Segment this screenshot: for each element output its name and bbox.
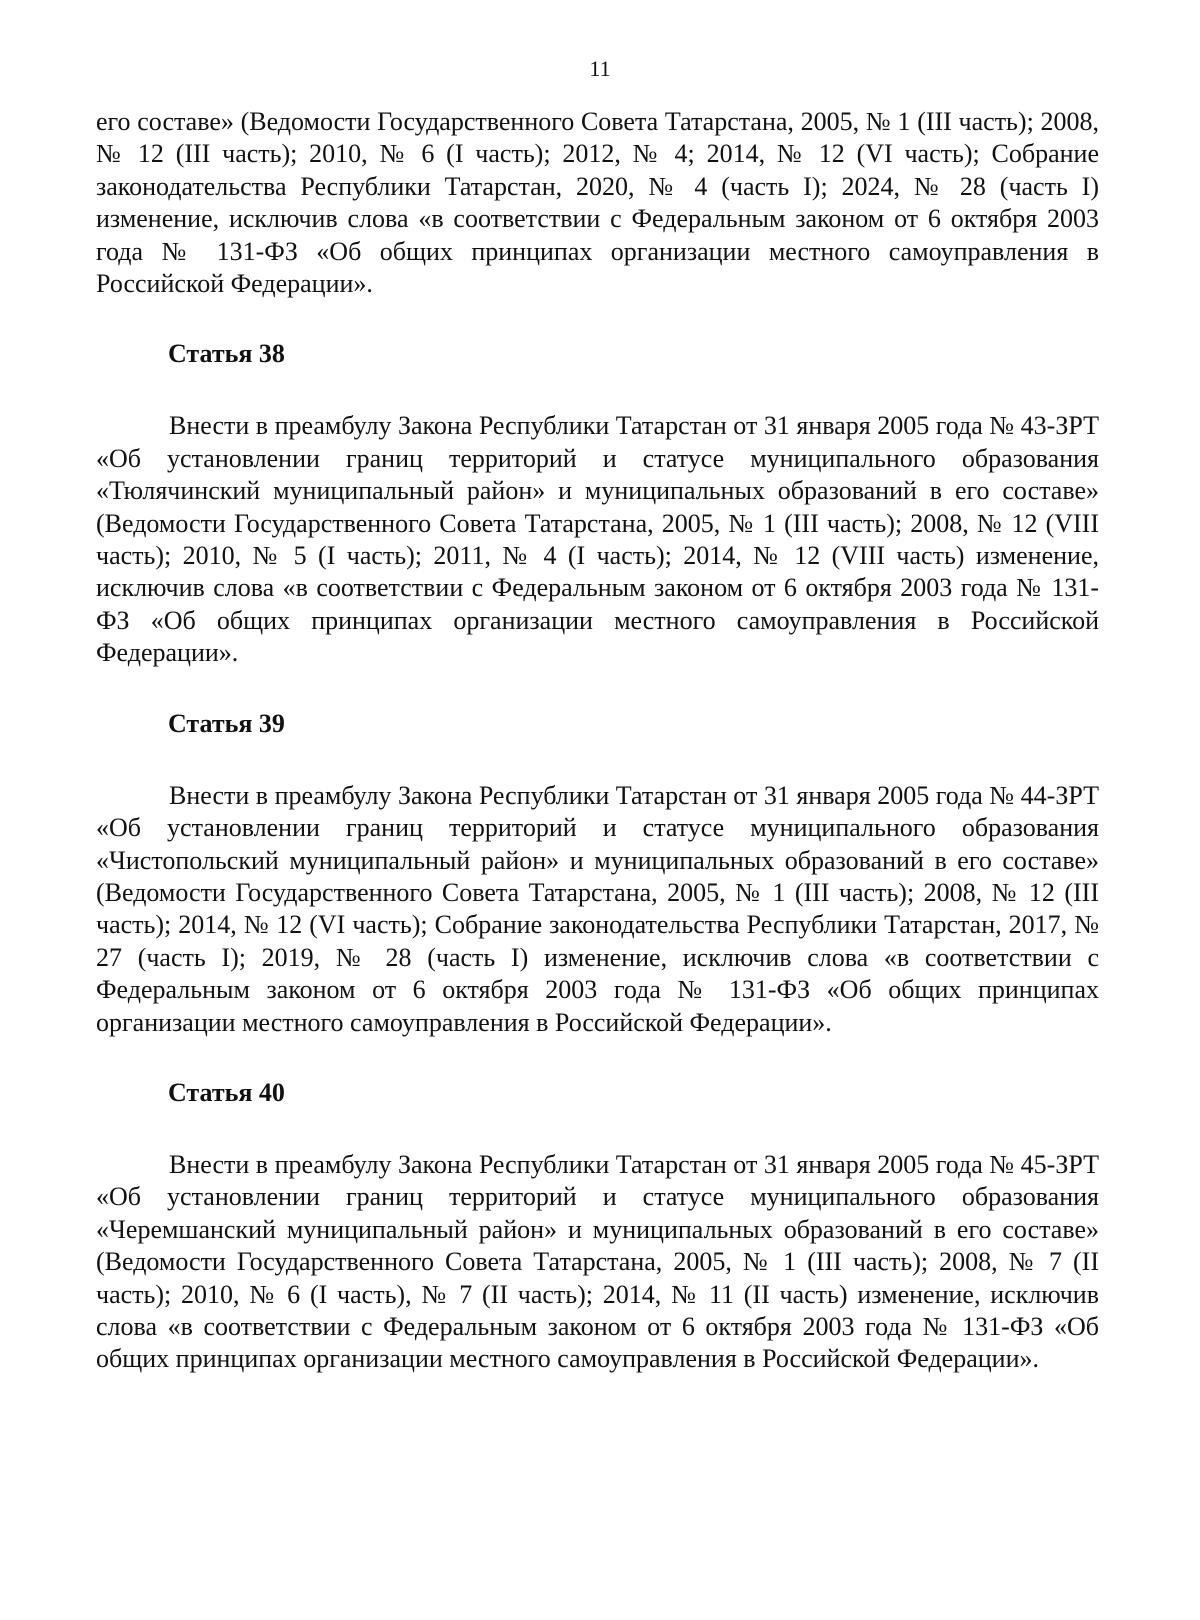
document-body <box>96 106 1099 1376</box>
article-39-heading: Статья 39 <box>168 708 285 738</box>
article-38-text: Внести в преамбулу Закона Республики Татарстан от 31 января 2005 года № 43-ЗРТ «Об установлении границ территорий и статусе муниципального образования «Тюлячинский муниципальный район» и муниципальных образований в его составе» (Ведомости Государственного Совета Татарстана, 2005, № 1 (III часть); 2008, № 12 (VIII часть); 2010, № 5 (I часть); 2011, № 4 (I часть); 2014, № 12 (VIII часть) изменение, исключив слова «в соответствии с Федеральным законом от 6 октября 2003 года № 131-ФЗ «Об общих принципах организации местного самоуправления в Российской Федерации». <box>96 411 1099 668</box>
continuation-paragraph: его составе» (Ведомости Государственного Совета Татарстана, 2005, № 1 (III часть); 2008, № 12 (III часть); 2010, № 6 (I часть); 2012, № 4; 2014, № 12 (VI часть); Собрание законодательства Республики Татарстан, 2020, № 4 (часть I); 2024, № 28 (часть I) изменение, исключив слова «в соответствии с Федеральным законом от 6 октября 2003 года № 131-ФЗ «Об общих принципах организации местного самоуправления в Российской Федерации». <box>96 107 1099 299</box>
article-39-text: Внести в преамбулу Закона Республики Татарстан от 31 января 2005 года № 44-ЗРТ «Об установлении границ территорий и статусе муниципального образования «Чистопольский муниципальный район» и муниципальных образований в его составе» (Ведомости Государственного Совета Татарстана, 2005, № 1 (III часть); 2008, № 12 (III часть); 2014, № 12 (VI часть); Собрание законодательства Республики Татарстан, 2017, № 27 (часть I); 2019, № 28 (часть I) изменение, исключив слова «в соответствии с Федеральным законом от 6 октября 2003 года № 131-ФЗ «Об общих принципах организации местного самоуправления в Российской Федерации». <box>96 780 1099 1037</box>
article-38-heading: Статья 38 <box>168 339 285 369</box>
page-number: 11 <box>589 56 611 81</box>
article-40-text: Внести в преамбулу Закона Республики Татарстан от 31 января 2005 года № 45-ЗРТ «Об установлении границ территорий и статусе муниципального образования «Черемшанский муниципальный район» и муниципальных образований в его составе» (Ведомости Государственного Совета Татарстана, 2005, № 1 (III часть); 2008, № 7 (II часть); 2010, № 6 (I часть), № 7 (II часть); 2014, № 11 (II часть) изменение, исключив слова «в соответствии с Федеральным законом от 6 октября 2003 года № 131-ФЗ «Об общих принципах организации местного самоуправления в Российской Федерации». <box>96 1149 1099 1374</box>
article-40-heading: Статья 40 <box>168 1077 285 1107</box>
